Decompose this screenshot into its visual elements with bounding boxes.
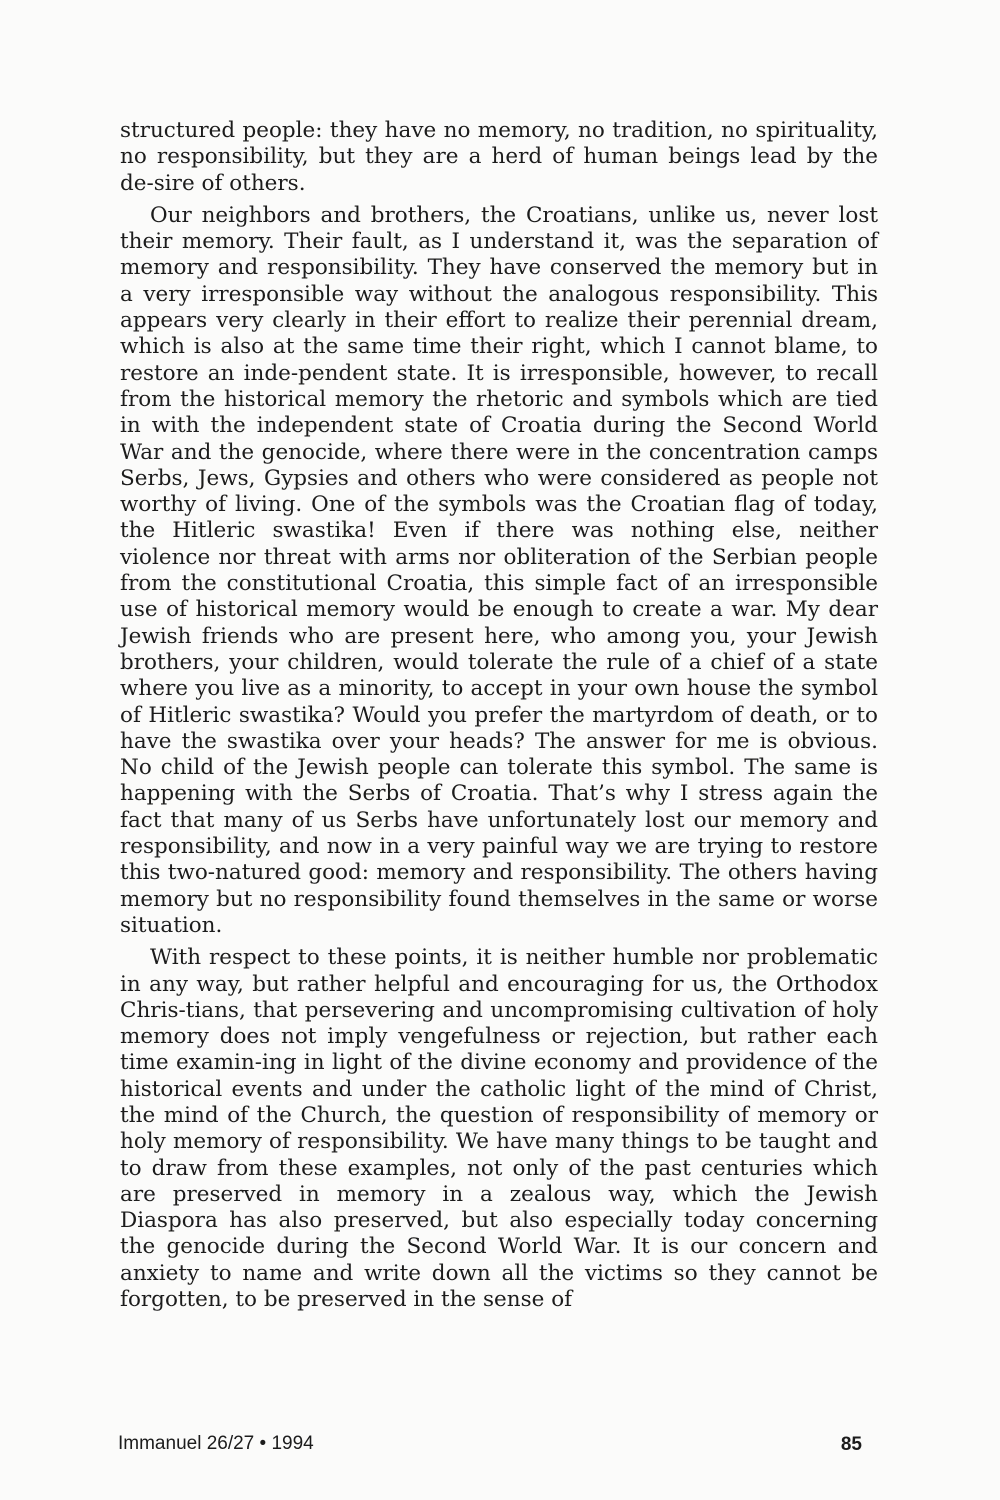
paragraph-1: structured people: they have no memory, no tradition, no spirituality, no responsibility, but they are a herd of human beings lead by the de-sire of others. — [120, 118, 878, 196]
page-number: 85 — [840, 1434, 862, 1455]
body-text — [120, 118, 878, 1313]
paragraph-3: With respect to these points, it is neither humble nor problematic in any way, but rather helpful and encouraging for us, the Orthodox Chris-tians, that persevering and uncompromising cultivation of holy memory does not imply vengefulness or rejection, but rather each time examin-ing in light of the divine economy and providence of the historical events and under the catholic light of the mind of Christ, the mind of the Church, the question of responsibility of memory or holy memory of responsibility. We have many things to be taught and to draw from these examples, not only of the past centuries which are preserved in memory in a zealous way, which the Jewish Diaspora has also preserved, but also especially today concerning the genocide during the Second World War. It is our concern and anxiety to name and write down all the victims so they cannot be forgotten, to be preserved in the sense of — [120, 945, 878, 1313]
paragraph-2: Our neighbors and brothers, the Croatians, unlike us, never lost their memory. Their fault, as I understand it, was the separation of memory and responsibility. They have conserved the memory but in a very irresponsible way without the analogous responsibility. This appears very clearly in their effort to realize their perennial dream, which is also at the same time their right, which I cannot blame, to restore an inde-pendent state. It is irresponsible, however, to recall from the historical memory the rhetoric and symbols which are tied in with the independent state of Croatia during the Second World War and the genocide, where there were in the concentration camps Serbs, Jews, Gypsies and others who were considered as people not worthy of living. One of the symbols was the Croatian flag of today, the Hitleric swastika! Even if there was nothing else, neither violence nor threat with arms nor obliteration of the Serbian people from the constitutional Croatia, this simple fact of an irresponsible use of historical memory would be enough to create a war. My dear Jewish friends who are present here, who among you, your Jewish brothers, your children, would tolerate the rule of a chief of a state where you live as a minority, to accept in your own house the symbol of Hitleric swastika? Would you prefer the martyrdom of death, or to have the swastika over your heads? The answer for me is obvious. No child of the Jewish people can tolerate this symbol. The same is happening with the Serbs of Croatia. That’s why I stress again the fact that many of us Serbs have unfortunately lost our memory and responsibility, and now in a very painful way we are trying to restore this two-natured good: memory and responsibility. The others having memory but no responsibility found themselves in the same or worse situation. — [120, 202, 878, 938]
journal-citation: Immanuel 26/27 • 1994 — [118, 1433, 314, 1454]
